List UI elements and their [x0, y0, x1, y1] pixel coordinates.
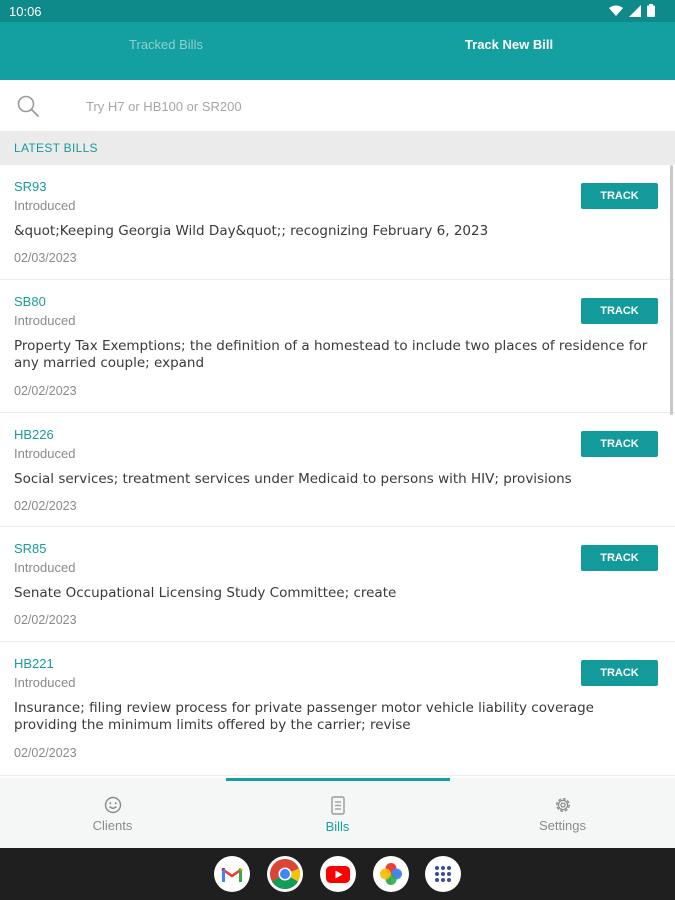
- bill-status: Introduced: [14, 675, 76, 690]
- bill-date: 02/02/2023: [14, 499, 77, 513]
- nav-label: Bills: [325, 819, 350, 834]
- chrome-icon[interactable]: [267, 856, 303, 892]
- bill-date: 02/02/2023: [14, 384, 77, 398]
- nav-item-settings[interactable]: [450, 781, 675, 848]
- search-bar: [0, 80, 675, 131]
- list-item[interactable]: [0, 280, 675, 413]
- bill-description: Insurance; filing review process for private passenger motor vehicle liability coverage providing the minimum limits offered by the carrier; revise: [14, 700, 594, 733]
- system-dock: [0, 848, 675, 900]
- list-item[interactable]: [0, 165, 675, 280]
- tab-tracked-bills[interactable]: [0, 22, 332, 66]
- section-title: LATEST BILLS: [14, 141, 98, 155]
- app-drawer-icon[interactable]: [425, 856, 461, 892]
- bill-date: 02/02/2023: [14, 746, 77, 760]
- bill-description: Senate Occupational Licensing Study Committee; create: [14, 585, 397, 601]
- track-button[interactable]: TRACK: [581, 660, 658, 686]
- bill-id[interactable]: HB221: [14, 656, 54, 671]
- list-item[interactable]: [0, 413, 675, 527]
- bill-id[interactable]: SR93: [14, 179, 47, 194]
- track-button[interactable]: TRACK: [581, 545, 658, 571]
- nav-label: Settings: [539, 818, 586, 833]
- battery-icon: [647, 4, 655, 17]
- nav-item-clients[interactable]: [0, 781, 225, 848]
- bill-status: Introduced: [14, 198, 76, 213]
- bill-list[interactable]: [0, 165, 675, 778]
- track-button[interactable]: TRACK: [581, 431, 658, 457]
- track-button[interactable]: TRACK: [581, 298, 658, 324]
- photos-icon[interactable]: [373, 856, 409, 892]
- list-item[interactable]: [0, 527, 675, 642]
- bill-description: Social services; treatment services under Medicaid to persons with HIV; provisions: [14, 471, 572, 487]
- track-button[interactable]: TRACK: [581, 183, 658, 209]
- bottom-nav: [0, 778, 675, 848]
- gear-icon: [554, 796, 572, 814]
- section-header: [0, 131, 675, 165]
- status-icons: [609, 4, 655, 17]
- smile-icon: [104, 796, 122, 814]
- bill-status: Introduced: [14, 446, 76, 461]
- signal-icon: [629, 5, 641, 17]
- bill-status: Introduced: [14, 313, 76, 328]
- search-input[interactable]: [86, 96, 646, 116]
- bill-id[interactable]: SR85: [14, 541, 47, 556]
- status-bar: [0, 0, 675, 22]
- wifi-icon: [609, 5, 623, 17]
- bill-date: 02/02/2023: [14, 613, 77, 627]
- document-icon: [331, 796, 345, 815]
- tab-label: Track New Bill: [464, 36, 554, 52]
- bill-description: &quot;Keeping Georgia Wild Day&quot;; recognizing February 6, 2023: [14, 223, 489, 239]
- gmail-icon[interactable]: [214, 856, 250, 892]
- list-item[interactable]: [0, 642, 675, 776]
- bill-id[interactable]: SB80: [14, 294, 46, 309]
- bill-description: Property Tax Exemptions; the definition of a homestead to include two places of residence for any married couple; expand: [14, 338, 648, 371]
- youtube-icon[interactable]: [320, 856, 356, 892]
- bill-status: Introduced: [14, 560, 76, 575]
- status-time: 10:06: [9, 4, 42, 19]
- bill-date: 02/03/2023: [14, 251, 77, 265]
- tab-track-new-bill[interactable]: [343, 22, 675, 66]
- tab-header: [0, 22, 675, 80]
- nav-label: Clients: [92, 818, 133, 833]
- tab-label: Tracked Bills: [129, 36, 203, 52]
- scrollbar[interactable]: [670, 165, 673, 415]
- nav-item-bills[interactable]: [225, 781, 450, 848]
- bill-id[interactable]: HB226: [14, 427, 54, 442]
- search-icon: [16, 94, 40, 118]
